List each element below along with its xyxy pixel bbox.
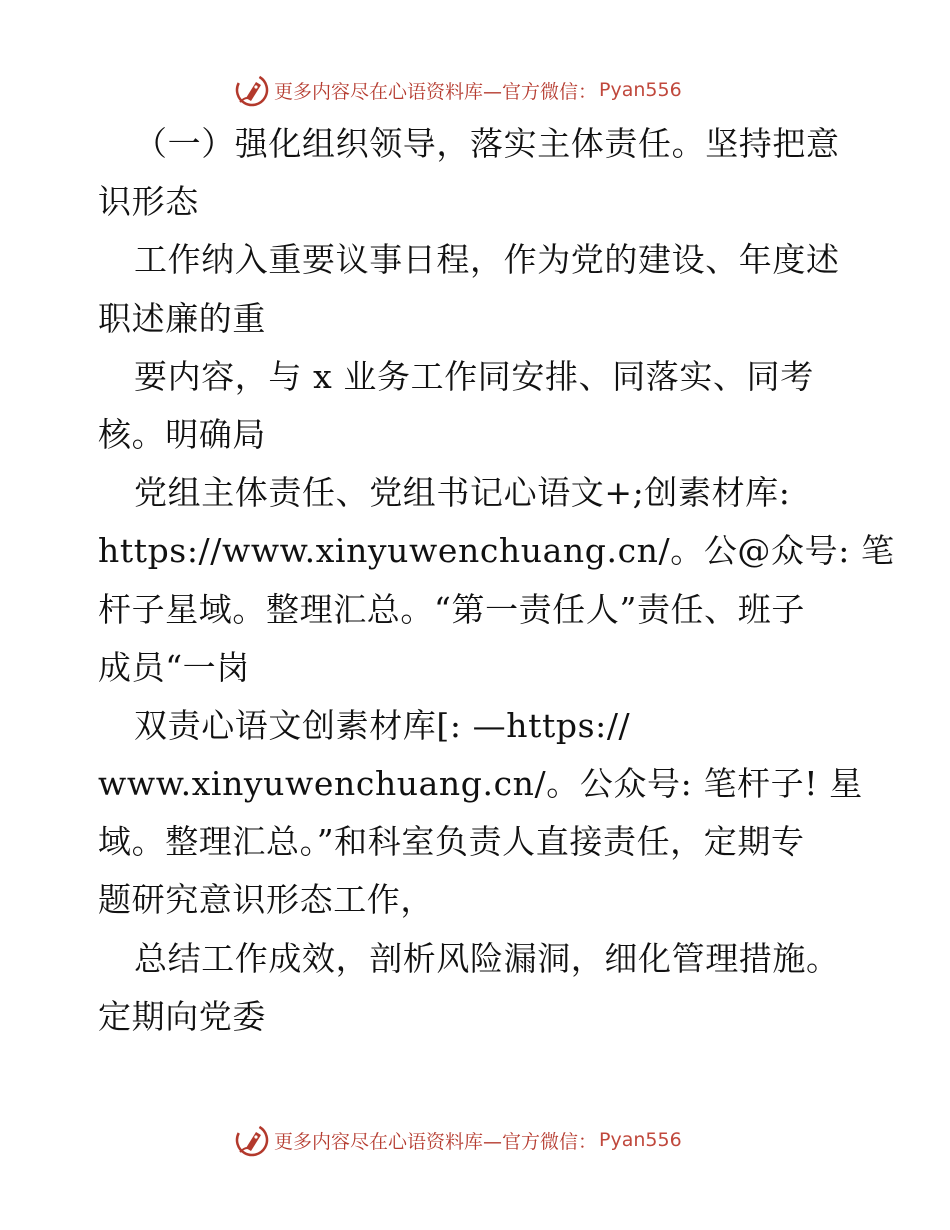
watermark-wechat-id: Pyan556 bbox=[599, 1129, 682, 1151]
text-line: 定期向党委 bbox=[98, 996, 266, 1036]
text-line: 要内容，与 x 业务工作同安排、同落实、同考 bbox=[134, 356, 814, 396]
document-body bbox=[98, 115, 895, 1046]
text-line: www.xinyuwenchuang.cn/。公众号: 笔杆子! 星 bbox=[98, 764, 863, 804]
text-line: 工作纳入重要议事日程，作为党的建设、年度述 bbox=[134, 240, 840, 280]
text-line: 党组主体责任、党组书记心语文+;创素材库: bbox=[134, 473, 791, 513]
text-line: 核。明确局 bbox=[98, 414, 266, 454]
pen-nib-logo-icon bbox=[234, 1122, 270, 1158]
footer-watermark bbox=[234, 1122, 682, 1158]
text-line: 双责心语文创素材库[: —https:// bbox=[134, 705, 631, 745]
text-line: 域。整理汇总。”和科室负责人直接责任，定期专 bbox=[98, 822, 805, 862]
text-line: https://www.xinyuwenchuang.cn/。公@众号: 笔 bbox=[98, 531, 895, 571]
text-line: 识形态 bbox=[98, 182, 199, 222]
watermark-wechat-id: Pyan556 bbox=[599, 79, 682, 101]
header-watermark bbox=[234, 72, 682, 108]
watermark-text: 更多内容尽在心语资料库—官方微信： bbox=[274, 80, 598, 103]
text-line: 题研究意识形态工作， bbox=[98, 880, 434, 920]
text-line: （一）强化组织领导，落实主体责任。坚持把意 bbox=[134, 124, 840, 163]
watermark-text: 更多内容尽在心语资料库—官方微信： bbox=[274, 1130, 598, 1153]
text-line: 总结工作成效，剖析风险漏洞，细化管理措施。 bbox=[134, 938, 840, 978]
text-line: 职述廉的重 bbox=[98, 298, 266, 338]
text-line: 杆子星域。整理汇总。“第一责任人”责任、班子 bbox=[98, 589, 805, 629]
pen-nib-logo-icon bbox=[234, 72, 270, 108]
text-line: 成员“一岗 bbox=[98, 647, 250, 687]
